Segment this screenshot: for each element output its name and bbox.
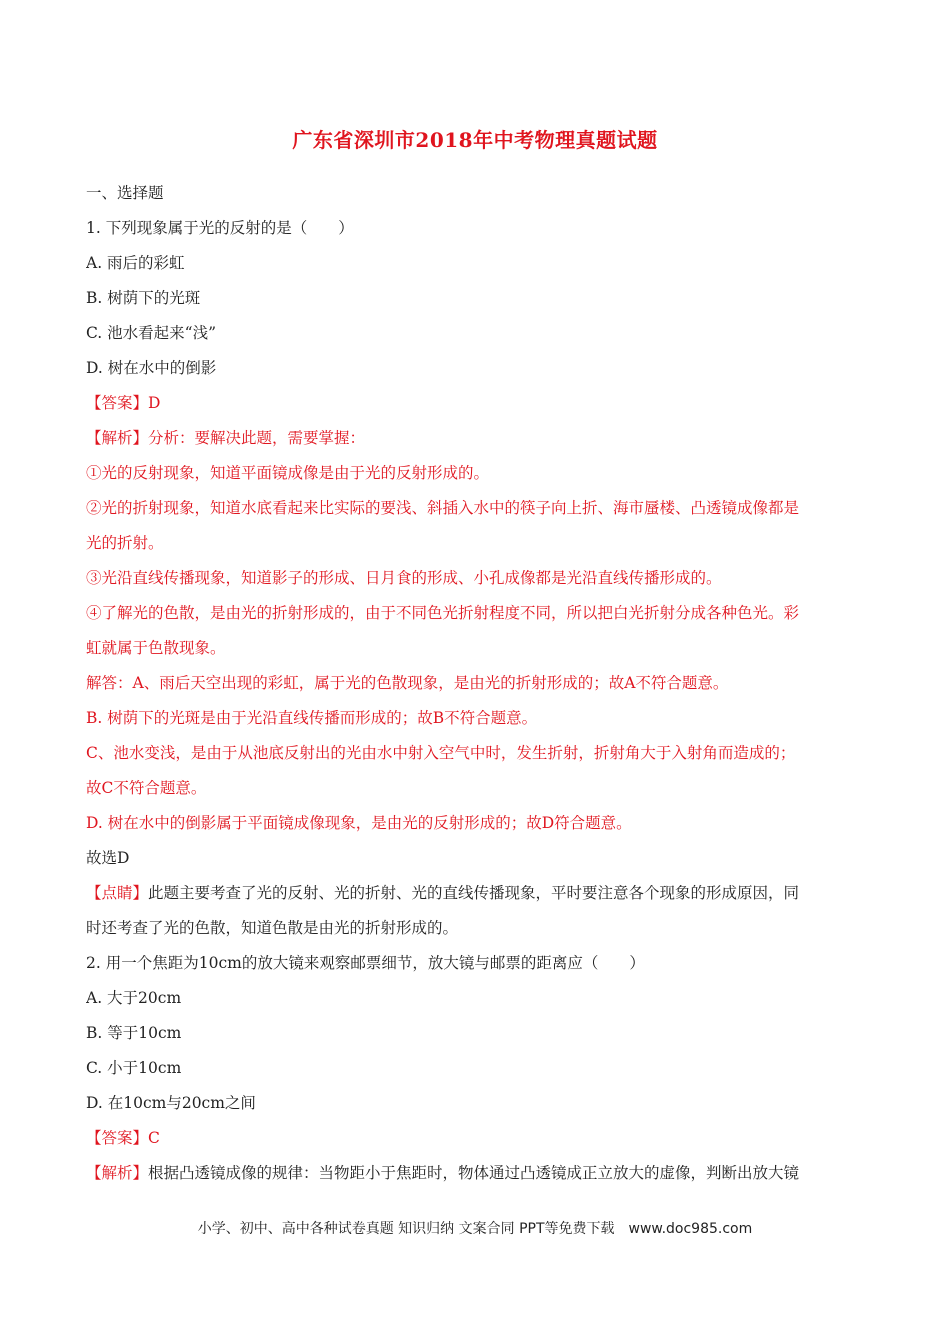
question-1-analysis-line: 故C不符合题意。 bbox=[86, 779, 207, 797]
document-title: 广东省深圳市2018年中考物理真题试题 bbox=[292, 128, 658, 152]
page-footer: 小学、初中、高中各种试卷真题 知识归纳 文案合同 PPT等免费下载 www.doc985.com bbox=[197, 1221, 753, 1237]
question-1-option-a: A. 雨后的彩虹 bbox=[86, 254, 185, 272]
question-1-analysis-line: B. 树荫下的光斑是由于光沿直线传播而形成的；故B不符合题意。 bbox=[86, 709, 538, 727]
question-1-stem: 1. 下列现象属于光的反射的是（ ） bbox=[86, 219, 354, 237]
question-1-comment-line: 时还考查了光的色散，知道色散是由光的折射形成的。 bbox=[86, 919, 459, 937]
question-1-analysis-line: C、池水变浅，是由于从池底反射出的光由水中射入空气中时，发生折射，折射角大于入射角而造成的； bbox=[86, 744, 796, 762]
question-2-option-b: B. 等于10cm bbox=[86, 1024, 182, 1042]
question-2-option-c: C. 小于10cm bbox=[86, 1059, 182, 1077]
question-1-answer bbox=[86, 386, 876, 421]
question-1-option-d: D. 树在水中的倒影 bbox=[86, 359, 217, 377]
question-1-analysis-line: 光的折射。 bbox=[86, 534, 164, 552]
answer-value: C bbox=[148, 1129, 160, 1147]
question-1-analysis-line: D. 树在水中的倒影属于平面镜成像现象，是由光的反射形成的；故D符合题意。 bbox=[86, 814, 632, 832]
question-1-analysis-line: 虹就属于色散现象。 bbox=[86, 639, 226, 657]
answer-value: D bbox=[148, 394, 161, 412]
question-1-analysis-line: ④了解光的色散，是由光的折射形成的，由于不同色光折射程度不同，所以把白光折射分成各种色光。彩 bbox=[86, 604, 800, 622]
question-1-choice: 故选D bbox=[86, 849, 130, 867]
answer-tag: 【答案】 bbox=[86, 1129, 149, 1147]
question-1-option-c: C. 池水看起来“浅” bbox=[86, 324, 217, 342]
document-body bbox=[86, 176, 876, 1191]
question-1-analysis-line: 解答：A、雨后天空出现的彩虹，属于光的色散现象，是由光的折射形成的；故A不符合题意。 bbox=[86, 674, 729, 692]
question-1-analysis-line: ③光沿直线传播现象，知道影子的形成、日月食的形成、小孔成像都是光沿直线传播形成的。 bbox=[86, 569, 722, 587]
question-2-stem: 2. 用一个焦距为10cm的放大镜来观察邮票细节，放大镜与邮票的距离应（ ） bbox=[86, 954, 645, 972]
section-heading: 一、选择题 bbox=[86, 184, 164, 202]
analysis-tag: 【解析】 bbox=[86, 429, 149, 447]
question-2-option-d: D. 在10cm与20cm之间 bbox=[86, 1094, 256, 1112]
question-1-option-b: B. 树荫下的光斑 bbox=[86, 289, 201, 307]
question-1-analysis-line: ①光的反射现象，知道平面镜成像是由于光的反射形成的。 bbox=[86, 464, 490, 482]
question-2-answer bbox=[86, 1121, 876, 1156]
question-2-analysis-line bbox=[86, 1156, 876, 1191]
question-1-analysis-line: ②光的折射现象，知道水底看起来比实际的要浅、斜插入水中的筷子向上折、海市蜃楼、凸透镜成像都是 bbox=[86, 499, 800, 517]
analysis-tag: 【解析】 bbox=[86, 1164, 149, 1182]
question-1-comment-line bbox=[86, 876, 876, 911]
comment-tag: 【点睛】 bbox=[86, 884, 149, 902]
analysis-text: 根据凸透镜成像的规律：当物距小于焦距时，物体通过凸透镜成正立放大的虚像，判断出放大镜 bbox=[148, 1164, 800, 1182]
answer-tag: 【答案】 bbox=[86, 394, 149, 412]
question-1-analysis-line bbox=[86, 421, 876, 456]
question-2-option-a: A. 大于20cm bbox=[86, 989, 182, 1007]
comment-text: 此题主要考查了光的反射、光的折射、光的直线传播现象，平时要注意各个现象的形成原因，同 bbox=[148, 884, 800, 902]
analysis-text: 分析：要解决此题，需要掌握： bbox=[148, 429, 366, 447]
